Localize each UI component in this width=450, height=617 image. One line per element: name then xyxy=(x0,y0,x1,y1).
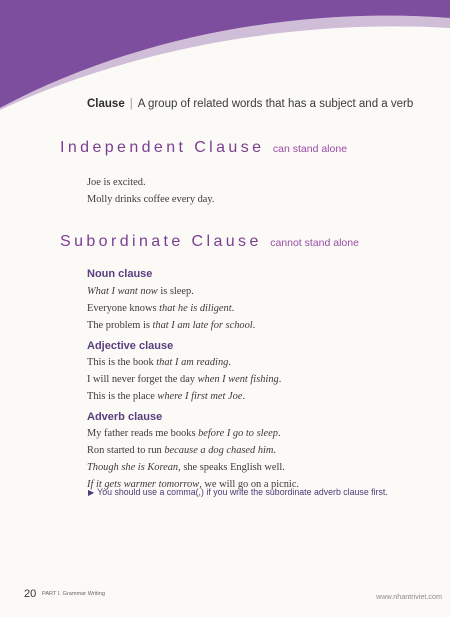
independent-clause-heading xyxy=(60,139,347,157)
example-line: Though she is Korean, she speaks English well. xyxy=(87,462,285,473)
example-line: Everyone knows that he is diligent. xyxy=(87,303,235,314)
comma-tip-text: You should use a comma(,) if you write the subordinate adverb clause first. xyxy=(97,487,388,497)
noun-clause-title: Noun clause xyxy=(87,268,153,280)
noun-clause-examples xyxy=(87,283,255,334)
example-line: Joe is excited. xyxy=(87,177,146,188)
example-line: The problem is that I am late for school. xyxy=(87,320,256,331)
example-line: Molly drinks coffee every day. xyxy=(87,194,215,205)
subordinate-clause-note: cannot stand alone xyxy=(270,237,359,249)
page-number: 20 xyxy=(24,588,37,600)
independent-clause-note: can stand alone xyxy=(272,143,348,155)
clause-definition xyxy=(87,98,413,110)
comma-tip xyxy=(88,487,388,497)
example-line: My father reads me books before I go to sleep. xyxy=(87,428,281,439)
adverb-clause-title: Adverb clause xyxy=(87,411,163,423)
definition-term: Clause xyxy=(87,98,125,110)
example-line: This is the place where I first met Joe. xyxy=(87,391,246,402)
footer-part-label: PART I. Grammar Writing xyxy=(42,591,105,597)
subordinate-clause-heading xyxy=(60,233,359,251)
adjective-clause-examples xyxy=(87,354,281,405)
definition-text: A group of related words that has a subject and a verb xyxy=(137,98,414,110)
header-banner xyxy=(0,0,450,110)
definition-separator: | xyxy=(129,98,133,110)
example-line: If it gets warmer tomorrow, we will go on a picnic. xyxy=(87,479,300,490)
footer-url: www.nhantriviet.com xyxy=(376,592,442,601)
triangle-bullet-icon: ▶ xyxy=(88,488,95,497)
adjective-clause-title: Adjective clause xyxy=(87,340,174,352)
example-line: Ron started to run because a dog chased him. xyxy=(87,445,277,456)
example-line: I will never forget the day when I went fishing. xyxy=(87,374,282,385)
independent-clause-title: Independent Clause xyxy=(60,139,265,156)
example-line: What I want now is sleep. xyxy=(87,286,194,297)
adverb-clause-examples xyxy=(87,425,299,493)
subordinate-clause-title: Subordinate Clause xyxy=(60,233,262,250)
example-line: This is the book that I am reading. xyxy=(87,357,231,368)
independent-examples xyxy=(87,174,215,208)
